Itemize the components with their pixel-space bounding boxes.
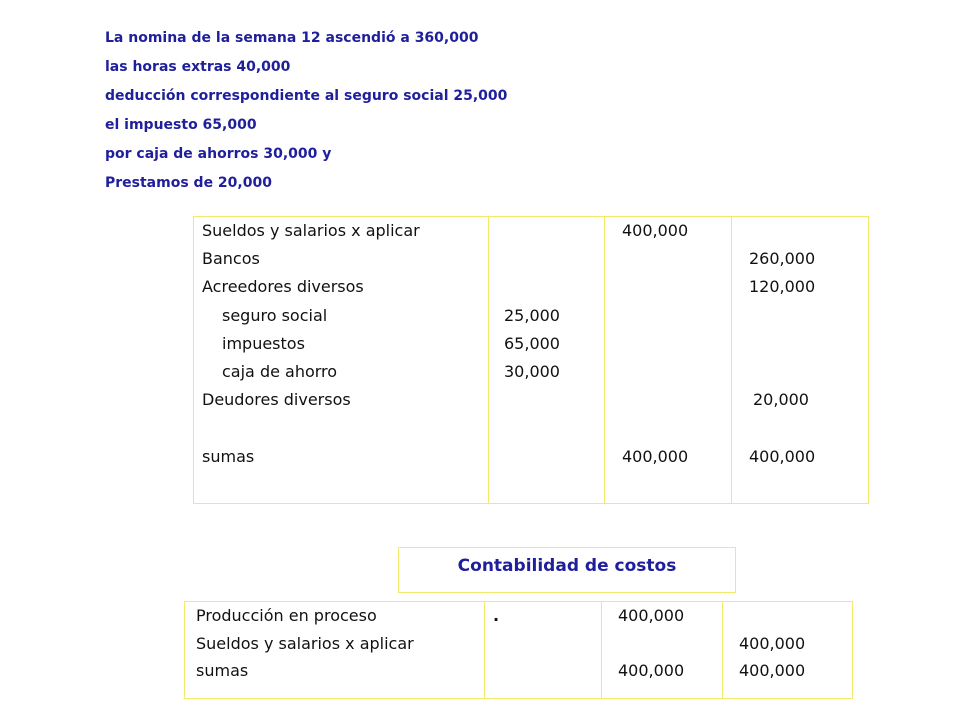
account-name: Sueldos y salarios x aplicar xyxy=(196,633,414,653)
accounts-column xyxy=(194,217,489,504)
account-name: Bancos xyxy=(202,249,260,269)
credit-total: 400,000 xyxy=(739,661,806,680)
partial-column xyxy=(489,217,605,504)
intro-line: La nomina de la semana 12 ascendió a 360,000 xyxy=(105,30,479,46)
account-name: Acreedores diversos xyxy=(202,277,364,297)
account-name: Producción en proceso xyxy=(196,606,377,625)
table-row xyxy=(185,602,853,699)
debit-total: 400,000 xyxy=(622,446,689,466)
debit-amount: 400,000 xyxy=(622,221,689,240)
credit-total: 400,000 xyxy=(749,446,816,466)
partial-amount: 65,000 xyxy=(504,333,560,353)
intro-line: el impuesto 65,000 xyxy=(105,117,257,133)
credit-amount: 260,000 xyxy=(749,249,816,269)
debit-column xyxy=(605,217,732,504)
table-row xyxy=(194,217,869,504)
journal-entry-payroll xyxy=(193,216,869,504)
account-name: Sueldos y salarios x aplicar xyxy=(202,221,420,240)
subaccount-name: caja de ahorro xyxy=(222,361,338,381)
partial-amount: 25,000 xyxy=(504,305,560,325)
credit-amount: 20,000 xyxy=(753,390,809,410)
partial-amount: 30,000 xyxy=(504,361,560,381)
credit-amount: 120,000 xyxy=(749,277,816,297)
account-name: Deudores diversos xyxy=(202,390,351,410)
intro-line: deducción correspondiente al seguro social 25,000 xyxy=(105,88,508,104)
intro-line: por caja de ahorros 30,000 y xyxy=(105,146,332,162)
problem-statement xyxy=(105,24,507,198)
credit-column xyxy=(723,602,853,699)
subaccount-name: impuestos xyxy=(222,333,305,353)
intro-line: Prestamos de 20,000 xyxy=(105,175,272,191)
spacer xyxy=(202,414,488,442)
section-title: Contabilidad de costos xyxy=(398,547,736,593)
credit-amount: 400,000 xyxy=(739,633,806,653)
debit-column xyxy=(602,602,723,699)
total-label: sumas xyxy=(202,446,255,466)
debit-total: 400,000 xyxy=(618,661,685,680)
credit-column xyxy=(732,217,869,504)
accounts-column xyxy=(185,602,485,699)
subaccount-name: seguro social xyxy=(222,305,328,325)
intro-line: las horas extras 40,000 xyxy=(105,59,291,75)
total-label: sumas xyxy=(196,661,249,680)
journal-entry-costs xyxy=(184,601,853,699)
partial-mark: . xyxy=(493,606,500,625)
partial-column xyxy=(485,602,602,699)
debit-amount: 400,000 xyxy=(618,606,685,625)
